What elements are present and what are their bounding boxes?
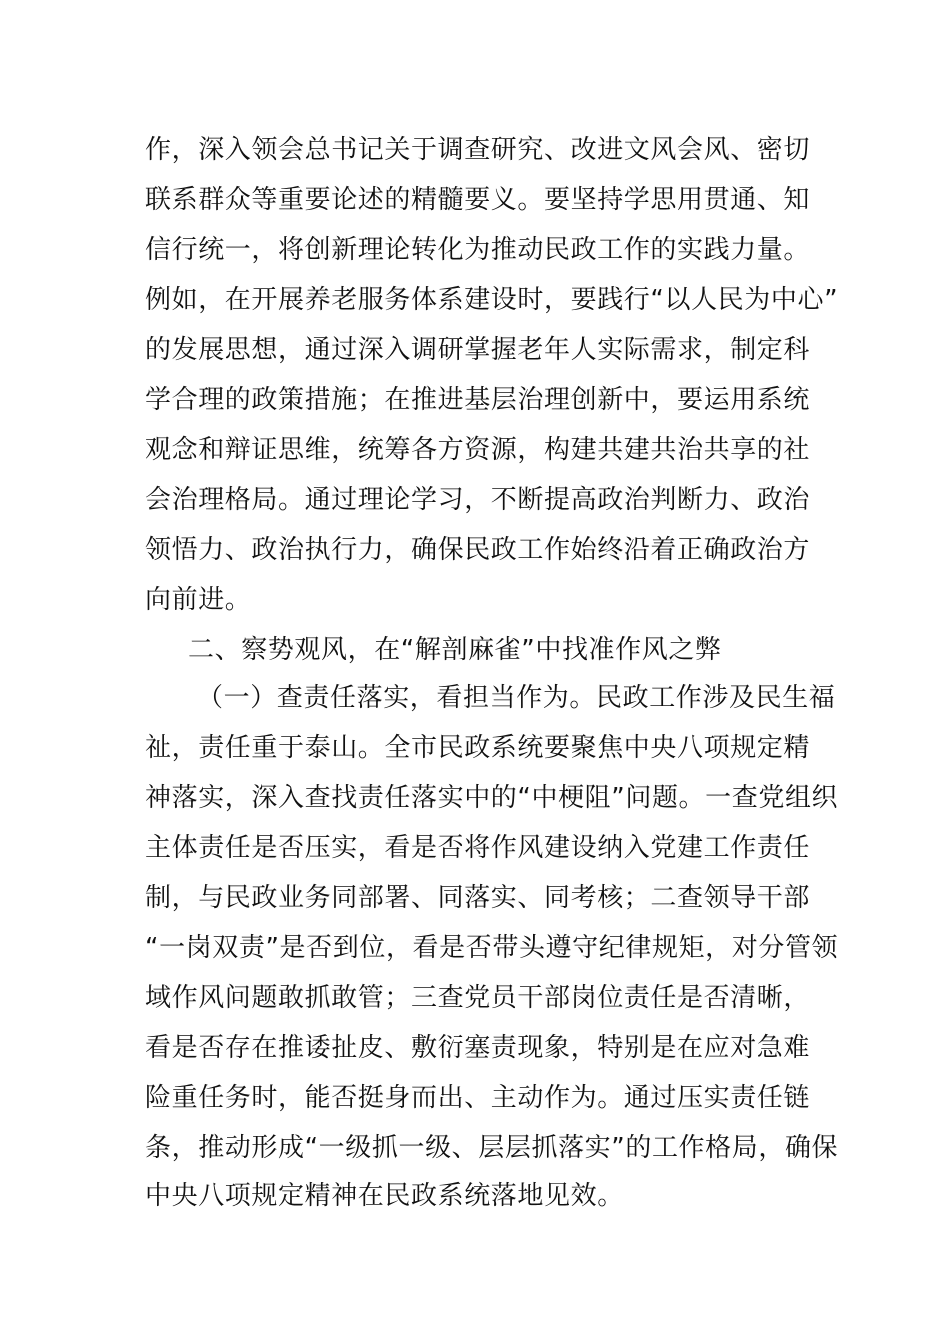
text-line: 领悟力、政治执行力，确保民政工作始终沿着正确政治方 <box>145 535 811 565</box>
subsection-heading-line: （一）查责任落实，看担当作为。民政工作涉及民生福 <box>197 683 836 713</box>
text-line: 险重任务时，能否挺身而出、主动作为。通过压实责任链 <box>145 1083 811 1113</box>
text-line: 信行统一，将创新理论转化为推动民政工作的实践力量。 <box>145 235 811 265</box>
text-line: 向前进。 <box>145 585 252 615</box>
text-line: 观念和辩证思维，统筹各方资源，构建共建共治共享的社 <box>145 435 811 465</box>
text-line: 域作风问题敢抓敢管；三查党员干部岗位责任是否清晰， <box>145 983 811 1013</box>
text-line: 神落实，深入查找责任落实中的“中梗阻”问题。一查党组织 <box>145 783 839 813</box>
text-line: 的发展思想，通过深入调研掌握老年人实际需求，制定科 <box>145 335 811 365</box>
text-line: 看是否存在推诿扯皮、敷衍塞责现象，特别是在应对急难 <box>145 1033 811 1063</box>
text-line: 主体责任是否压实，看是否将作风建设纳入党建工作责任 <box>145 833 811 863</box>
text-line: 学合理的政策措施；在推进基层治理创新中，要运用系统 <box>145 385 811 415</box>
text-line: 制，与民政业务同部署、同落实、同考核；二查领导干部 <box>145 883 811 913</box>
text-line: 中央八项规定精神在民政系统落地见效。 <box>145 1181 624 1211</box>
text-line: 祉，责任重于泰山。全市民政系统要聚焦中央八项规定精 <box>145 733 811 763</box>
text-line: 例如，在开展养老服务体系建设时，要践行“以人民为中心” <box>145 285 839 315</box>
text-line: 条，推动形成“一级抓一级、层层抓落实”的工作格局，确保 <box>145 1133 839 1163</box>
section-heading: 二、察势观风，在“解剖麻雀”中找准作风之弊 <box>188 635 722 665</box>
text-line: 作，深入领会总书记关于调查研究、改进文风会风、密切 <box>145 135 811 165</box>
text-line: 联系群众等重要论述的精髓要义。要坚持学思用贯通、知 <box>145 185 811 215</box>
text-line: 会治理格局。通过理论学习，不断提高政治判断力、政治 <box>145 485 811 515</box>
text-line: “一岗双责”是否到位，看是否带头遵守纪律规矩，对分管领 <box>145 933 839 963</box>
